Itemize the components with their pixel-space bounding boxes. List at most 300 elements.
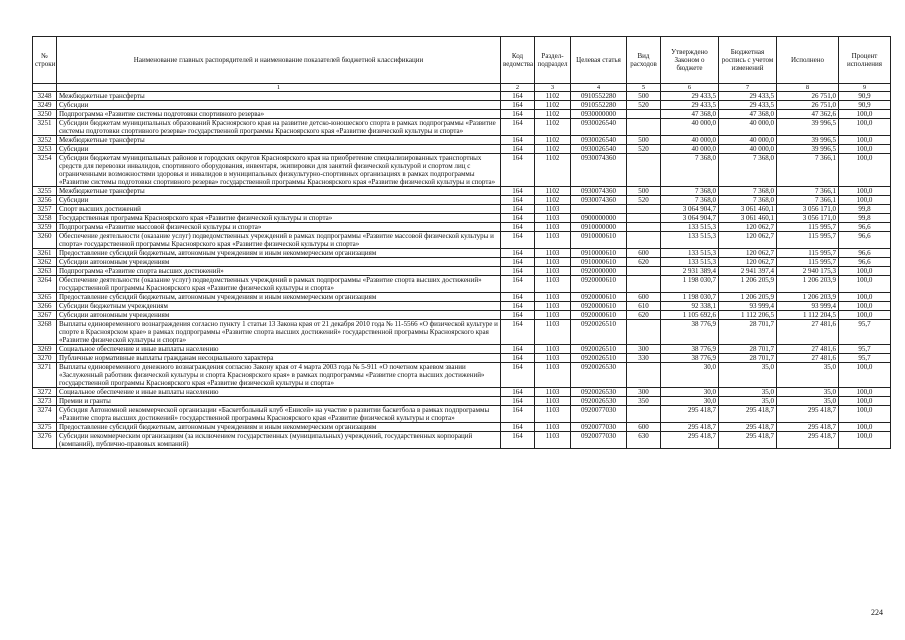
row-target: 0920077030 [571,432,627,449]
table-row [33,293,891,302]
row-percent: 100,0 [839,432,891,449]
table-row [33,223,891,232]
row-name: Выплаты единовременного вознаграждения согласно пункту 1 статьи 13 Закона края от 21 декабря 2010 года № 11-5566 «О физической культуре и спорте в Красноярском крае» в рамках подпрограммы «Развитие спорта высших достижений» государственной программы Красноярского края «Развитие физической культуры и спорта» [57,320,501,345]
row-approved: 38 776,9 [661,320,719,345]
row-section: 1102 [535,119,571,136]
header-executed: Исполнено [777,37,839,84]
row-budget-list: 3 061 460,1 [719,214,777,223]
row-budget-list: 7 368,0 [719,187,777,196]
row-target: 0910000610 [571,232,627,249]
header-target: Целевая статья [571,37,627,84]
row-dept-code: 164 [501,119,535,136]
row-approved: 1 105 692,6 [661,311,719,320]
table-row [33,187,891,196]
row-target: 0920026530 [571,397,627,406]
row-approved: 295 418,7 [661,406,719,423]
row-expense-type: 330 [627,354,661,363]
row-dept-code: 164 [501,101,535,110]
row-percent: 100,0 [839,311,891,320]
row-approved: 3 064 904,7 [661,205,719,214]
table-row [33,388,891,397]
row-number: 3252 [33,136,57,145]
row-executed: 7 366,1 [777,187,839,196]
row-section: 1102 [535,196,571,205]
table-row [33,345,891,354]
row-number: 3249 [33,101,57,110]
row-target: 0930074360 [571,154,627,187]
row-expense-type: 500 [627,136,661,145]
row-dept-code: 164 [501,92,535,101]
row-section: 1103 [535,293,571,302]
row-expense-type [627,110,661,119]
row-budget-list: 3 061 460,1 [719,205,777,214]
row-expense-type: 300 [627,388,661,397]
row-number: 3256 [33,196,57,205]
row-approved: 38 776,9 [661,345,719,354]
row-number: 3268 [33,320,57,345]
row-target: 0920026510 [571,354,627,363]
table-row [33,196,891,205]
table-row [33,258,891,267]
row-dept-code: 164 [501,136,535,145]
row-section: 1103 [535,223,571,232]
row-name: Премии и гранты [57,397,501,406]
row-executed: 39 996,5 [777,136,839,145]
row-number: 3254 [33,154,57,187]
row-expense-type: 520 [627,196,661,205]
row-approved: 7 368,0 [661,196,719,205]
header-expense-type: Вид расходов [627,37,661,84]
row-section: 1102 [535,92,571,101]
row-expense-type [627,223,661,232]
row-number: 3259 [33,223,57,232]
row-section: 1102 [535,187,571,196]
column-number-row [33,84,891,92]
page-number: 224 [871,608,883,617]
row-name: Социальное обеспечение и иные выплаты населению [57,345,501,354]
row-executed: 115 995,7 [777,223,839,232]
table-row [33,145,891,154]
row-section: 1103 [535,258,571,267]
row-budget-list: 295 418,7 [719,406,777,423]
row-percent: 90,9 [839,92,891,101]
row-section: 1103 [535,397,571,406]
row-name: Субсидия Автономной некоммерческой организации «Баскетбольный клуб «Енисей» на участие в развитии баскетбола в рамках подпрограммы «Развитие спорта высших достижений» государственной программы Красноярского края «Развитие физической культуры и спорта» [57,406,501,423]
row-target: 0920026510 [571,320,627,345]
table-row [33,249,891,258]
row-expense-type [627,119,661,136]
column-number: 6 [661,84,719,92]
row-percent: 100,0 [839,363,891,388]
row-expense-type: 620 [627,311,661,320]
row-executed: 1 206 203,9 [777,276,839,293]
table-row [33,432,891,449]
row-expense-type: 520 [627,101,661,110]
table-row [33,101,891,110]
row-number: 3266 [33,302,57,311]
column-number: 9 [839,84,891,92]
row-executed: 115 995,7 [777,258,839,267]
row-target: 0920026530 [571,388,627,397]
row-budget-list: 29 433,5 [719,92,777,101]
row-name: Предоставление субсидий бюджетным, автономным учреждениям и иным некоммерческим организациям [57,249,501,258]
row-section: 1103 [535,205,571,214]
row-percent: 100,0 [839,267,891,276]
row-budget-list: 28 701,7 [719,354,777,363]
row-section: 1103 [535,363,571,388]
row-target: 0900000000 [571,214,627,223]
row-budget-list: 93 999,4 [719,302,777,311]
row-dept-code: 164 [501,432,535,449]
row-budget-list: 40 000,0 [719,145,777,154]
row-number: 3274 [33,406,57,423]
row-dept-code: 164 [501,406,535,423]
row-target: 0930000000 [571,110,627,119]
table-row [33,136,891,145]
row-target: 0920077030 [571,423,627,432]
row-expense-type: 300 [627,345,661,354]
row-budget-list: 35,0 [719,363,777,388]
table-row [33,302,891,311]
row-approved: 295 418,7 [661,423,719,432]
row-name: Субсидии бюджетным учреждениям [57,302,501,311]
row-dept-code: 164 [501,249,535,258]
row-approved: 29 433,5 [661,92,719,101]
row-executed: 26 751,0 [777,92,839,101]
row-percent: 90,9 [839,101,891,110]
row-name: Обеспечение деятельности (оказание услуг) подведомственных учреждений в рамках подпрограммы «Развитие массовой физической культуры и спорта» государственной программы Красноярского края «Развитие физической культуры и спорта» [57,232,501,249]
row-name: Предоставление субсидий бюджетным, автономным учреждениям и иным некоммерческим организациям [57,423,501,432]
row-number: 3275 [33,423,57,432]
row-number: 3269 [33,345,57,354]
row-dept-code: 164 [501,423,535,432]
row-number: 3261 [33,249,57,258]
row-budget-list: 120 062,7 [719,258,777,267]
row-name: Субсидии бюджетам муниципальных образований Красноярского края на развитие детско-юношеского спорта в рамках подпрограммы «Развитие системы подготовки спортивного резерва» государственной программы Красноярского края «Развитие физической культуры и спорта» [57,119,501,136]
row-section: 1103 [535,388,571,397]
row-target [571,205,627,214]
row-name: Социальное обеспечение и иные выплаты населению [57,388,501,397]
row-percent: 96,6 [839,232,891,249]
row-percent: 100,0 [839,397,891,406]
row-number: 3264 [33,276,57,293]
row-number: 3253 [33,145,57,154]
table-row [33,154,891,187]
row-name: Субсидии автономным учреждениям [57,311,501,320]
row-dept-code: 164 [501,363,535,388]
row-name: Обеспечение деятельности (оказание услуг) подведомственных учреждений в рамках подпрограммы «Развитие спорта высших достижений» государственной программы Красноярского края «Развитие физической культуры и спорта» [57,276,501,293]
row-budget-list: 35,0 [719,388,777,397]
row-expense-type: 610 [627,302,661,311]
row-approved: 30,0 [661,397,719,406]
row-approved: 133 515,3 [661,232,719,249]
row-expense-type [627,363,661,388]
row-section: 1103 [535,320,571,345]
row-executed: 115 995,7 [777,232,839,249]
row-executed: 27 481,6 [777,320,839,345]
row-dept-code: 164 [501,311,535,320]
row-section: 1103 [535,423,571,432]
row-approved: 38 776,9 [661,354,719,363]
row-percent: 95,7 [839,320,891,345]
row-approved: 2 931 389,4 [661,267,719,276]
row-number: 3271 [33,363,57,388]
row-target: 0910000610 [571,258,627,267]
row-executed: 115 995,7 [777,249,839,258]
row-section: 1103 [535,354,571,363]
header-section: Раздел-подраздел [535,37,571,84]
row-expense-type: 500 [627,187,661,196]
row-percent: 100,0 [839,154,891,187]
row-section: 1102 [535,145,571,154]
row-executed: 1 206 203,9 [777,293,839,302]
row-dept-code: 164 [501,258,535,267]
row-section: 1102 [535,101,571,110]
row-approved: 92 338,1 [661,302,719,311]
row-target: 0930074360 [571,196,627,205]
row-number: 3265 [33,293,57,302]
row-approved: 7 368,0 [661,154,719,187]
row-dept-code: 164 [501,214,535,223]
row-dept-code: 164 [501,276,535,293]
row-number: 3262 [33,258,57,267]
row-approved: 133 515,3 [661,223,719,232]
header-percent: Процент исполнения [839,37,891,84]
row-expense-type: 600 [627,293,661,302]
row-executed: 295 418,7 [777,406,839,423]
header-name: Наименование главных распорядителей и наименование показателей бюджетной классификации [57,37,501,84]
row-dept-code: 164 [501,205,535,214]
row-section: 1103 [535,311,571,320]
row-expense-type: 600 [627,249,661,258]
row-dept-code: 164 [501,145,535,154]
row-executed: 26 751,0 [777,101,839,110]
table-row [33,320,891,345]
row-executed: 27 481,6 [777,345,839,354]
row-expense-type: 500 [627,92,661,101]
column-number: 4 [571,84,627,92]
row-dept-code: 164 [501,345,535,354]
table-row [33,397,891,406]
row-target: 0920026530 [571,363,627,388]
row-budget-list: 7 368,0 [719,196,777,205]
table-row [33,363,891,388]
row-section: 1102 [535,136,571,145]
row-section: 1103 [535,232,571,249]
row-expense-type [627,267,661,276]
row-dept-code: 164 [501,293,535,302]
row-approved: 1 198 030,7 [661,276,719,293]
column-number: 3 [535,84,571,92]
row-target: 0920000610 [571,276,627,293]
table-row [33,267,891,276]
row-approved: 40 000,0 [661,145,719,154]
row-percent: 100,0 [839,119,891,136]
row-target: 0910552280 [571,92,627,101]
row-number: 3276 [33,432,57,449]
row-target: 0930074360 [571,187,627,196]
row-approved: 29 433,5 [661,101,719,110]
table-row [33,110,891,119]
row-approved: 7 368,0 [661,187,719,196]
header-approved: Утверждено Законом о бюджете [661,37,719,84]
row-approved: 295 418,7 [661,432,719,449]
row-name: Субсидии [57,145,501,154]
row-executed: 295 418,7 [777,432,839,449]
row-section: 1103 [535,267,571,276]
row-name: Субсидии [57,196,501,205]
column-number: 2 [501,84,535,92]
row-expense-type: 600 [627,423,661,432]
table-row [33,205,891,214]
row-name: Субсидии [57,101,501,110]
table-header-row [33,37,891,84]
row-name: Публичные нормативные выплаты гражданам несоциального характера [57,354,501,363]
row-section: 1103 [535,406,571,423]
row-budget-list: 7 368,0 [719,154,777,187]
row-target: 0930026540 [571,136,627,145]
row-dept-code: 164 [501,397,535,406]
row-executed: 39 996,5 [777,119,839,136]
row-percent: 100,0 [839,145,891,154]
row-percent: 100,0 [839,388,891,397]
row-executed: 35,0 [777,397,839,406]
header-budget-list: Бюджетная роспись с учетом изменений [719,37,777,84]
row-target: 0910000610 [571,249,627,258]
row-number: 3251 [33,119,57,136]
row-budget-list: 29 433,5 [719,101,777,110]
row-dept-code: 164 [501,267,535,276]
row-target: 0910552280 [571,101,627,110]
row-target: 0910000000 [571,223,627,232]
row-name: Подпрограмма «Развитие массовой физической культуры и спорта» [57,223,501,232]
column-number: 8 [777,84,839,92]
row-percent: 96,6 [839,258,891,267]
row-name: Межбюджетные трансферты [57,136,501,145]
row-number: 3250 [33,110,57,119]
row-section: 1103 [535,276,571,293]
row-budget-list: 1 112 206,5 [719,311,777,320]
row-executed: 1 112 204,5 [777,311,839,320]
table-row [33,119,891,136]
row-percent: 100,0 [839,196,891,205]
row-dept-code: 164 [501,320,535,345]
row-section: 1103 [535,432,571,449]
row-percent: 100,0 [839,276,891,293]
row-budget-list: 2 941 397,4 [719,267,777,276]
row-name: Государственная программа Красноярского края «Развитие физической культуры и спорта» [57,214,501,223]
row-section: 1103 [535,214,571,223]
table-row [33,354,891,363]
row-target: 0920026510 [571,345,627,354]
row-percent: 99,8 [839,214,891,223]
row-budget-list: 1 206 205,9 [719,293,777,302]
row-expense-type [627,154,661,187]
row-budget-list: 120 062,7 [719,232,777,249]
row-budget-list: 40 000,0 [719,136,777,145]
row-budget-list: 1 206 205,9 [719,276,777,293]
row-expense-type [627,320,661,345]
row-percent: 100,0 [839,302,891,311]
row-dept-code: 164 [501,196,535,205]
row-approved: 3 064 904,7 [661,214,719,223]
row-target: 0920000610 [571,302,627,311]
row-dept-code: 164 [501,187,535,196]
row-number: 3258 [33,214,57,223]
row-target: 0920000610 [571,293,627,302]
row-expense-type: 620 [627,258,661,267]
row-executed: 35,0 [777,388,839,397]
row-number: 3257 [33,205,57,214]
row-expense-type: 350 [627,397,661,406]
row-approved: 40 000,0 [661,136,719,145]
row-percent: 95,7 [839,354,891,363]
row-number: 3248 [33,92,57,101]
row-expense-type [627,232,661,249]
budget-table [32,36,891,449]
row-dept-code: 164 [501,110,535,119]
row-budget-list: 120 062,7 [719,249,777,258]
row-number: 3255 [33,187,57,196]
table-row [33,232,891,249]
row-executed: 47 362,6 [777,110,839,119]
row-dept-code: 164 [501,388,535,397]
row-name: Межбюджетные трансферты [57,187,501,196]
row-percent: 100,0 [839,406,891,423]
table-row [33,311,891,320]
table-row [33,423,891,432]
row-percent: 99,8 [839,205,891,214]
row-target: 0930026540 [571,119,627,136]
table-row [33,92,891,101]
column-number: 7 [719,84,777,92]
row-name: Субсидии бюджетам муниципальных районов и городских округов Красноярского края на приобретение специализированных транспортных средств для перевозки инвалидов, спортивного оборудования, инвентаря, экипировки для занятий физической культурой и спортом лиц с ограниченными возможностями здоровья и инвалидов в муниципальных физкультурно-спортивных организациях в рамках подпрограммы «Развитие системы подготовки спортивного резерва» государственной программы Красноярского края «Развитие физической культуры и спорта» [57,154,501,187]
row-dept-code: 164 [501,232,535,249]
row-approved: 47 368,0 [661,110,719,119]
header-dept-code: Код ведомства [501,37,535,84]
row-number: 3260 [33,232,57,249]
row-percent: 100,0 [839,136,891,145]
row-expense-type [627,276,661,293]
row-percent: 95,7 [839,345,891,354]
column-number-blank [33,84,57,92]
row-dept-code: 164 [501,354,535,363]
row-executed: 27 481,6 [777,354,839,363]
row-budget-list: 28 701,7 [719,320,777,345]
row-budget-list: 47 368,0 [719,110,777,119]
row-name: Выплаты единовременного денежного вознаграждения согласно Закону края от 4 марта 2003 года № 5-911 «О почетном краевом звании «Заслуженный работник физической культуры и спорта Красноярского края» в рамках подпрограммы «Развитие спорта высших достижений» государственной программы Красноярского края «Развитие физической культуры и спорта» [57,363,501,388]
row-executed: 93 999,4 [777,302,839,311]
row-executed: 3 056 171,0 [777,205,839,214]
row-number: 3263 [33,267,57,276]
row-number: 3267 [33,311,57,320]
row-target: 0920077030 [571,406,627,423]
row-name: Спорт высших достижений [57,205,501,214]
row-approved: 30,0 [661,388,719,397]
row-budget-list: 295 418,7 [719,432,777,449]
row-section: 1102 [535,154,571,187]
table-row [33,406,891,423]
row-number: 3273 [33,397,57,406]
row-section: 1103 [535,302,571,311]
row-dept-code: 164 [501,302,535,311]
table-row [33,276,891,293]
table-row [33,214,891,223]
row-name: Подпрограмма «Развитие системы подготовки спортивного резерва» [57,110,501,119]
row-target: 0930026540 [571,145,627,154]
row-expense-type: 630 [627,432,661,449]
row-target: 0920000610 [571,311,627,320]
